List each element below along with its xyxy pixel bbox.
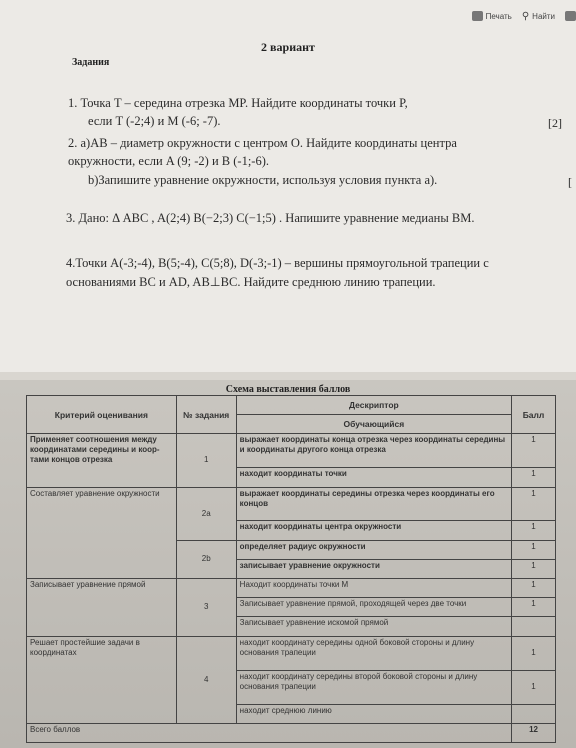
descriptor-cell: определяет радиус окружности [236,540,511,559]
table-row [27,434,556,468]
score-cell: 1 [512,670,556,704]
table-row [27,487,556,521]
descriptor-cell: находит среднюю линию [236,704,511,723]
task-num-cell: 2a [176,487,236,540]
task-2-points: [ [568,175,572,189]
search-icon: ⚲ [521,10,530,22]
table-row [27,636,556,670]
descriptor-cell: находит координаты точки [236,468,511,487]
task-3-line: 3. Дано: Δ ABC , A(2;4) B(−2;3) C(−1;5) . Напишите уравнение медианы BM. [66,211,475,225]
score-cell: 1 [512,434,556,468]
descriptor-cell: выражает координаты середины отрезка через координаты его концов [236,487,511,521]
print-button[interactable] [472,11,512,21]
descriptor-cell: Находит координаты точки M [236,579,511,598]
score-cell: 1 [512,468,556,487]
score-cell: 1 [512,636,556,670]
descriptor-cell: находит координату середины второй боковой стороны и длину основания трапеции [236,670,511,704]
score-cell: 1 [512,540,556,559]
task-1-line-2: если T (-2;4) и M (-6; -7). [88,114,221,128]
variant-title: 2 вариант [261,40,315,54]
criterion-cell: Применяет соотношения между координатами середины и коор-тами концов отрезка [27,434,177,487]
print-label: Печать [485,11,512,21]
header-descriptor: Дескриптор [236,396,511,415]
task-4-line-1: 4.Точки A(-3;-4), B(5;-4), C(5;8), D(-3;-1) – вершины прямоугольной трапеции с [66,256,489,270]
task-2-line-1: 2. a)AB – диаметр окружности с центром O. Найдите координаты центра [68,136,457,150]
task-2b-line: b)Запишите уравнение окружности, используя условия пункта а). [88,173,438,187]
window-icon [565,11,576,21]
scheme-title: Схема выставления баллов [225,384,351,395]
task-2-line-2: окружности, если A (9; -2) и B (-1;-6). [68,154,269,168]
browser-toolbar [472,6,576,26]
task-sheet [0,0,576,372]
total-label: Всего баллов [27,723,512,742]
task-num-cell: 4 [176,636,236,723]
score-cell: 1 [512,559,556,578]
task-num-cell: 2b [176,540,236,578]
score-cell: 1 [512,487,556,521]
header-student: Обучающийся [236,415,511,434]
score-cell [512,617,556,636]
score-cell: 1 [512,598,556,617]
extra-button[interactable] [565,11,576,21]
descriptor-cell: выражает координаты конца отрезка через координаты середины и координаты другого конца отрезка [236,434,511,468]
scoring-table [26,395,556,743]
find-label: Найти [532,11,555,21]
table-row [27,579,556,598]
task-1-line-1: 1. Точка T – середина отрезка MP. Найдите координаты точки P, [68,96,408,110]
descriptor-cell: Записывает уравнение прямой, проходящей через две точки [236,598,511,617]
score-cell: 1 [512,579,556,598]
tasks-heading: Задания [72,57,110,68]
descriptor-cell: находит координату середины одной боковой стороны и длину основания трапеции [236,636,511,670]
score-cell [512,704,556,723]
descriptor-cell: Записывает уравнение искомой прямой [236,617,511,636]
criterion-cell: Записывает уравнение прямой [27,579,177,637]
descriptor-cell: записывает уравнение окружности [236,559,511,578]
task-num-cell: 3 [176,579,236,637]
score-cell: 1 [512,521,556,540]
task-1-points: [2] [548,116,562,130]
descriptor-cell: находит координаты центра окружности [236,521,511,540]
find-button[interactable] [522,11,555,22]
total-row [27,723,556,742]
header-score: Балл [512,396,556,434]
task-num-cell: 1 [176,434,236,487]
criterion-cell: Составляет уравнение окружности [27,487,177,579]
task-4-line-2: основаниями BC и AD, AB⊥BC. Найдите среднюю линию трапеции. [66,275,436,289]
total-score: 12 [512,723,556,742]
header-criteria: Критерий оценивания [27,396,177,434]
printer-icon [472,11,483,21]
header-num: № задания [176,396,236,434]
criterion-cell: Решает простейшие задачи в координатах [27,636,177,723]
